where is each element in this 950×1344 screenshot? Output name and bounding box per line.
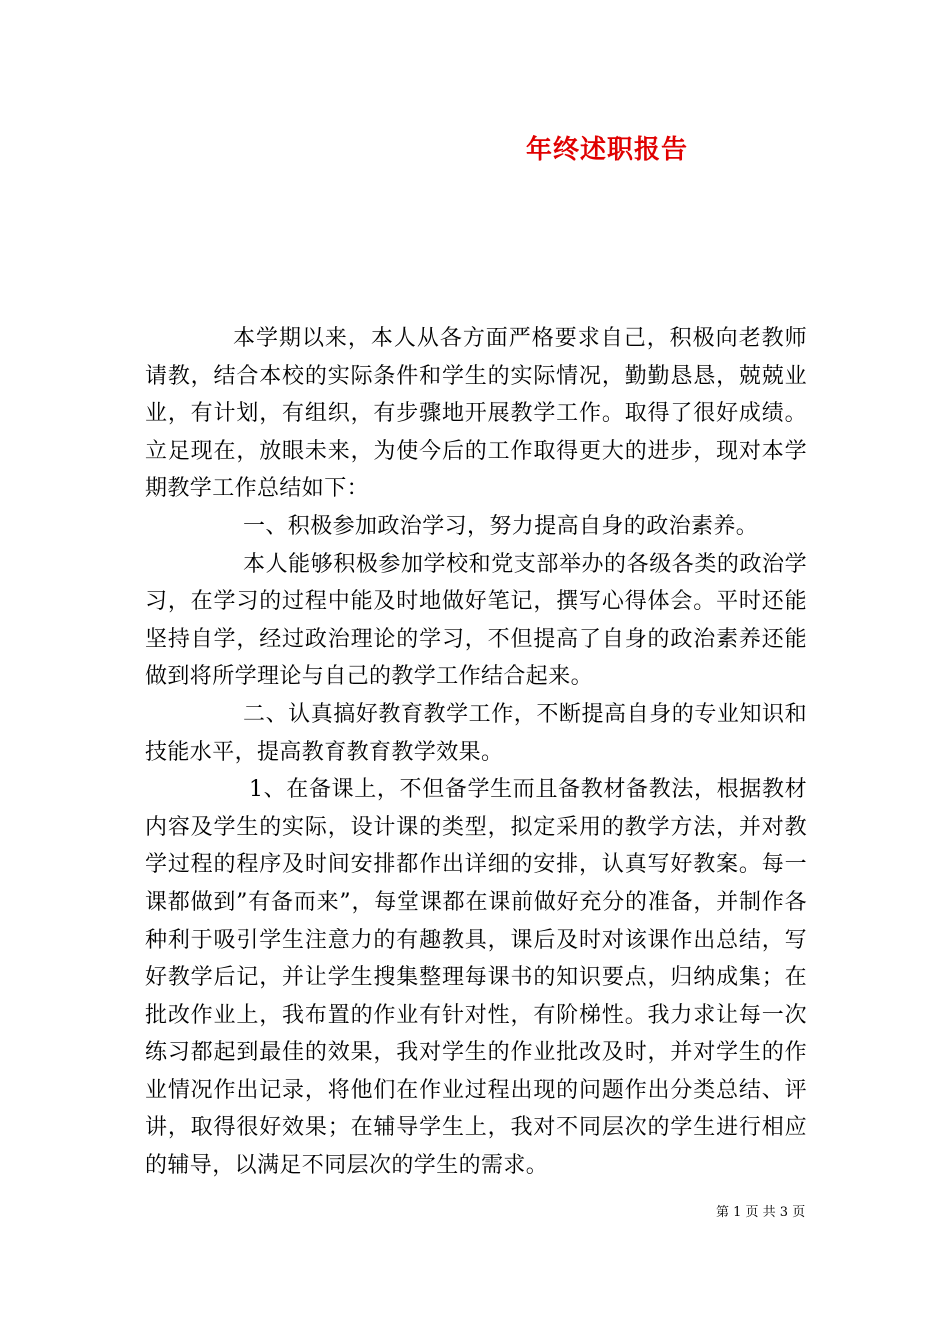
- document-body: [145, 320, 807, 1185]
- intro-paragraph: 本学期以来，本人从各方面严格要求自己，积极向老教师请教，结合本校的实际条件和学生的实际情况，勤勤恳恳，兢兢业业，有计划，有组织，有步骤地开展教学工作。取得了很好成绩。立足现在，放眼未来，为使今后的工作取得更大的进步，现对本学期教学工作总结如下：: [145, 326, 807, 502]
- document-title: 年终述职报告: [526, 135, 689, 165]
- section-2-item-1-paragraph: 1、在备课上，不但备学生而且备教材备教法，根据教材内容及学生的实际，设计课的类型，拟定采用的教学方法，并对教学过程的程序及时间安排都作出详细的安排，认真写好教案。每一课都做到”有备而来”，每堂课都在课前做好充分的准备，并制作各种利于吸引学生注意力的有趣教具，课后及时对该课作出总结，写好教学后记，并让学生搜集整理每课书的知识要点，归纳成集；在批改作业上，我布置的作业有针对性，有阶梯性。我力求让每一次练习都起到最佳的效果，我对学生的作业批改及时，并对学生的作业情况作出记录，将他们在作业过程出现的问题作出分类总结、评讲，取得很好效果；在辅导学生上，我对不同层次的学生进行相应的辅导，以满足不同层次的学生的需求。: [145, 777, 807, 1179]
- section-heading-2: 二、认真搞好教育教学工作，不断提高自身的专业知识和技能水平，提高教育教育教学效果。: [145, 701, 807, 765]
- page-number: 第 1 页 共 3 页: [716, 1205, 806, 1220]
- section-1-paragraph: 本人能够积极参加学校和党支部举办的各级各类的政治学习，在学习的过程中能及时地做好笔记，撰写心得体会。平时还能坚持自学，经过政治理论的学习，不但提高了自身的政治素养还能做到将所学理论与自己的教学工作结合起来。: [145, 551, 807, 690]
- section-heading-1: 一、积极参加政治学习，努力提高自身的政治素养。: [243, 513, 759, 539]
